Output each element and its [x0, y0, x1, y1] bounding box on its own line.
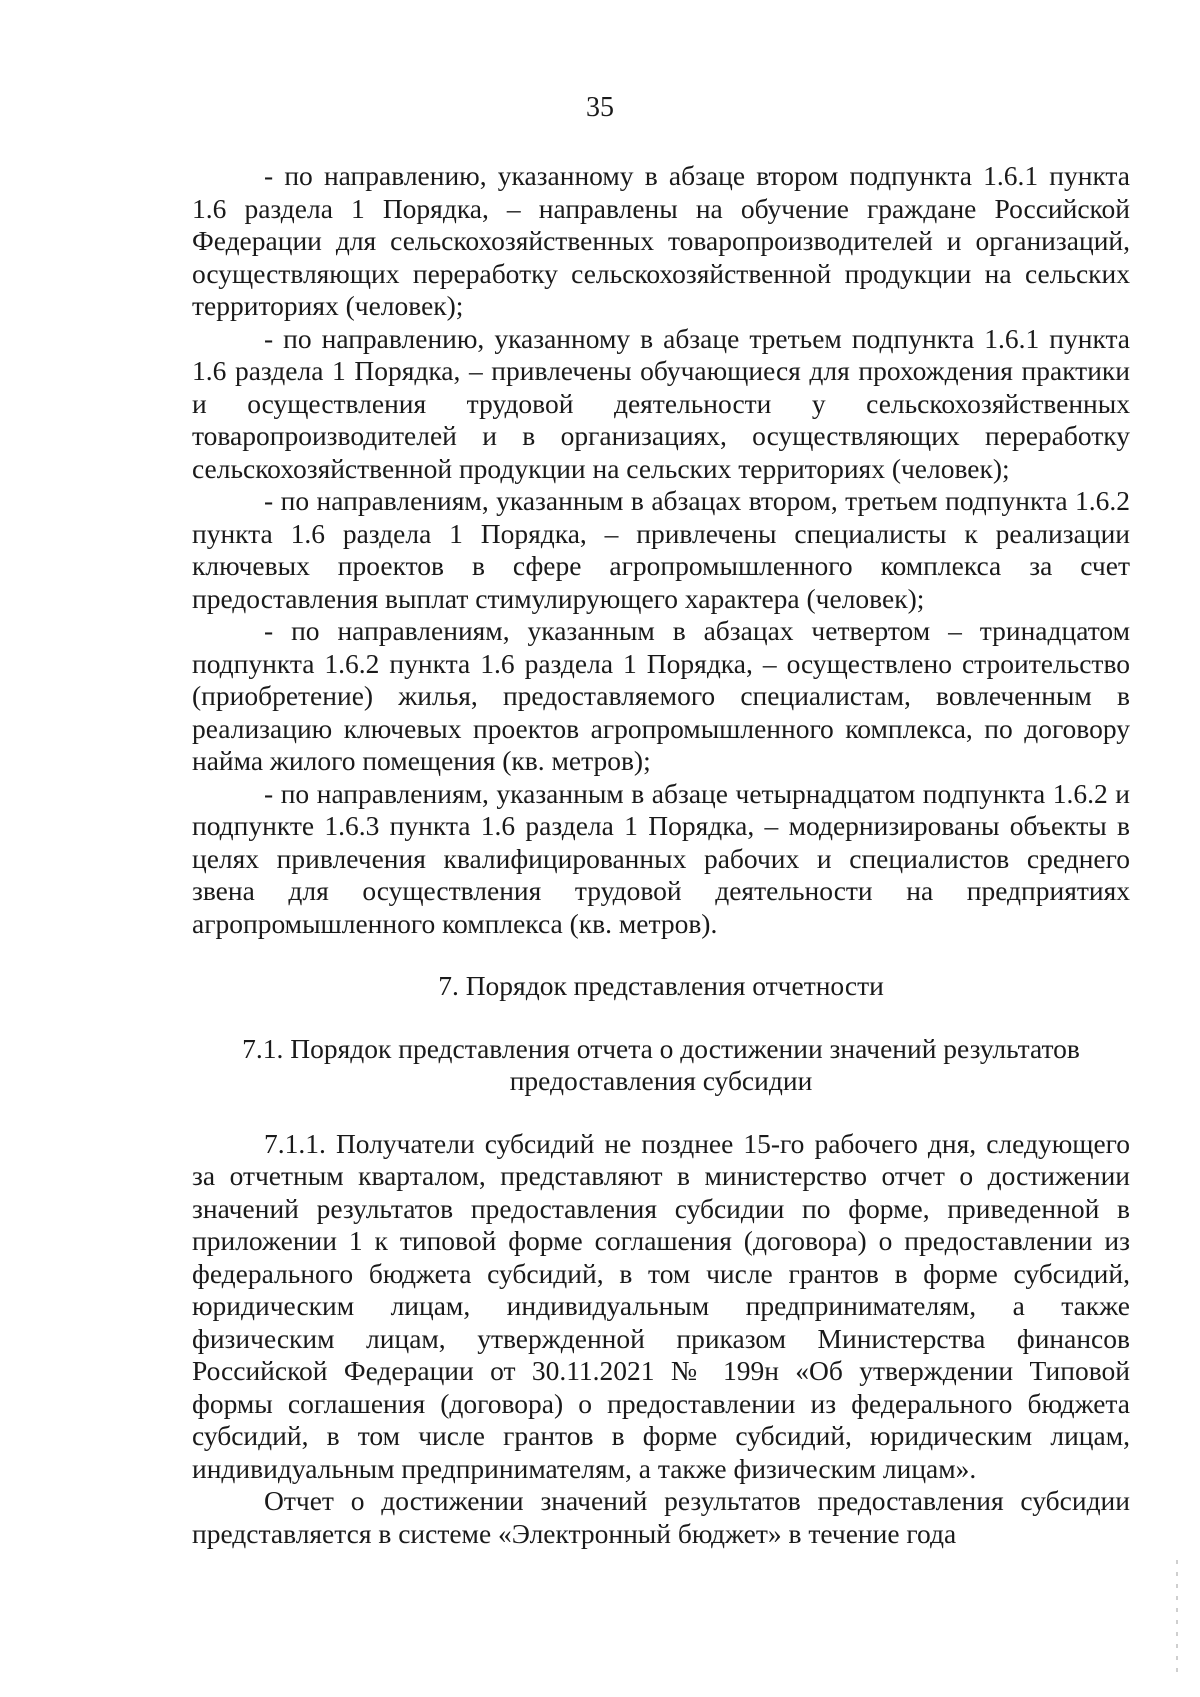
scan-artifact	[1176, 1560, 1178, 1680]
page-content	[192, 160, 1130, 1550]
list-item-paragraph: - по направлению, указанному в абзаце третьем подпункта 1.6.1 пункта 1.6 раздела 1 Порядка, – привлечены обучающиеся для прохождения практики и осуществления трудовой деятельности у сельскохозяйственных товаропроизводителей и в организациях, осуществляющих переработку сельскохозяйственной продукции на сельских территориях (человек);	[192, 322, 1130, 484]
section-heading: 7. Порядок представления отчетности	[438, 970, 884, 1001]
list-item-paragraph: - по направлениям, указанным в абзацах втором, третьем подпункта 1.6.2 пункта 1.6 раздела 1 Порядка, – привлечены специалисты к реализации ключевых проектов в сфере агропромышленного комплекса за счет предоставления выплат стимулирующего характера (человек);	[192, 485, 1130, 614]
body-paragraph: Отчет о достижении значений результатов предоставления субсидии представляется в системе «Электронный бюджет» в течение года	[192, 1485, 1130, 1549]
list-item-paragraph: - по направлениям, указанным в абзаце четырнадцатом подпункта 1.6.2 и подпункте 1.6.3 пункта 1.6 раздела 1 Порядка, – модернизированы объекты в целях привлечения квалифицированных рабочих и специалистов среднего звена для осуществления трудовой деятельности на предприятиях агропромышленного комплекса (кв. метров).	[192, 777, 1130, 939]
list-item-paragraph: - по направлениям, указанным в абзацах четвертом – тринадцатом подпункта 1.6.2 пункта 1.6 раздела 1 Порядка, – осуществлено строительство (приобретение) жилья, предоставляемого специалистам, вовлеченным в реализацию ключевых проектов агропромышленного комплекса, по договору найма жилого помещения (кв. метров);	[192, 615, 1130, 776]
body-paragraph: 7.1.1. Получатели субсидий не позднее 15-го рабочего дня, следующего за отчетным кварталом, представляют в министерство отчет о достижении значений результатов предоставления субсидии по форме, приведенной в приложении 1 к типовой форме соглашения (договора) о предоставлении из федерального бюджета субсидий, в том числе грантов в форме субсидий, юридическим лицам, индивидуальным предпринимателям, а также физическим лицам, утвержденной приказом Министерства финансов Российской Федерации от 30.11.2021 № 199н «Об утверждении Типовой формы соглашения (договора) о предоставлении из федерального бюджета субсидий, в том числе грантов в форме субсидий, юридическим лицам, индивидуальным предпринимателям, а также физическим лицам».	[192, 1127, 1130, 1484]
list-item-paragraph: - по направлению, указанному в абзаце втором подпункта 1.6.1 пункта 1.6 раздела 1 Порядка, – направлены на обучение граждане Российской Федерации для сельскохозяйственных товаропроизводителей и организаций, осуществляющих переработку сельскохозяйственной продукции на сельских территориях (человек);	[192, 160, 1130, 321]
subsection-heading: 7.1. Порядок представления отчета о достижении значений результатов предоставления субсидии	[242, 1032, 1080, 1096]
page-number: 35	[586, 92, 614, 123]
